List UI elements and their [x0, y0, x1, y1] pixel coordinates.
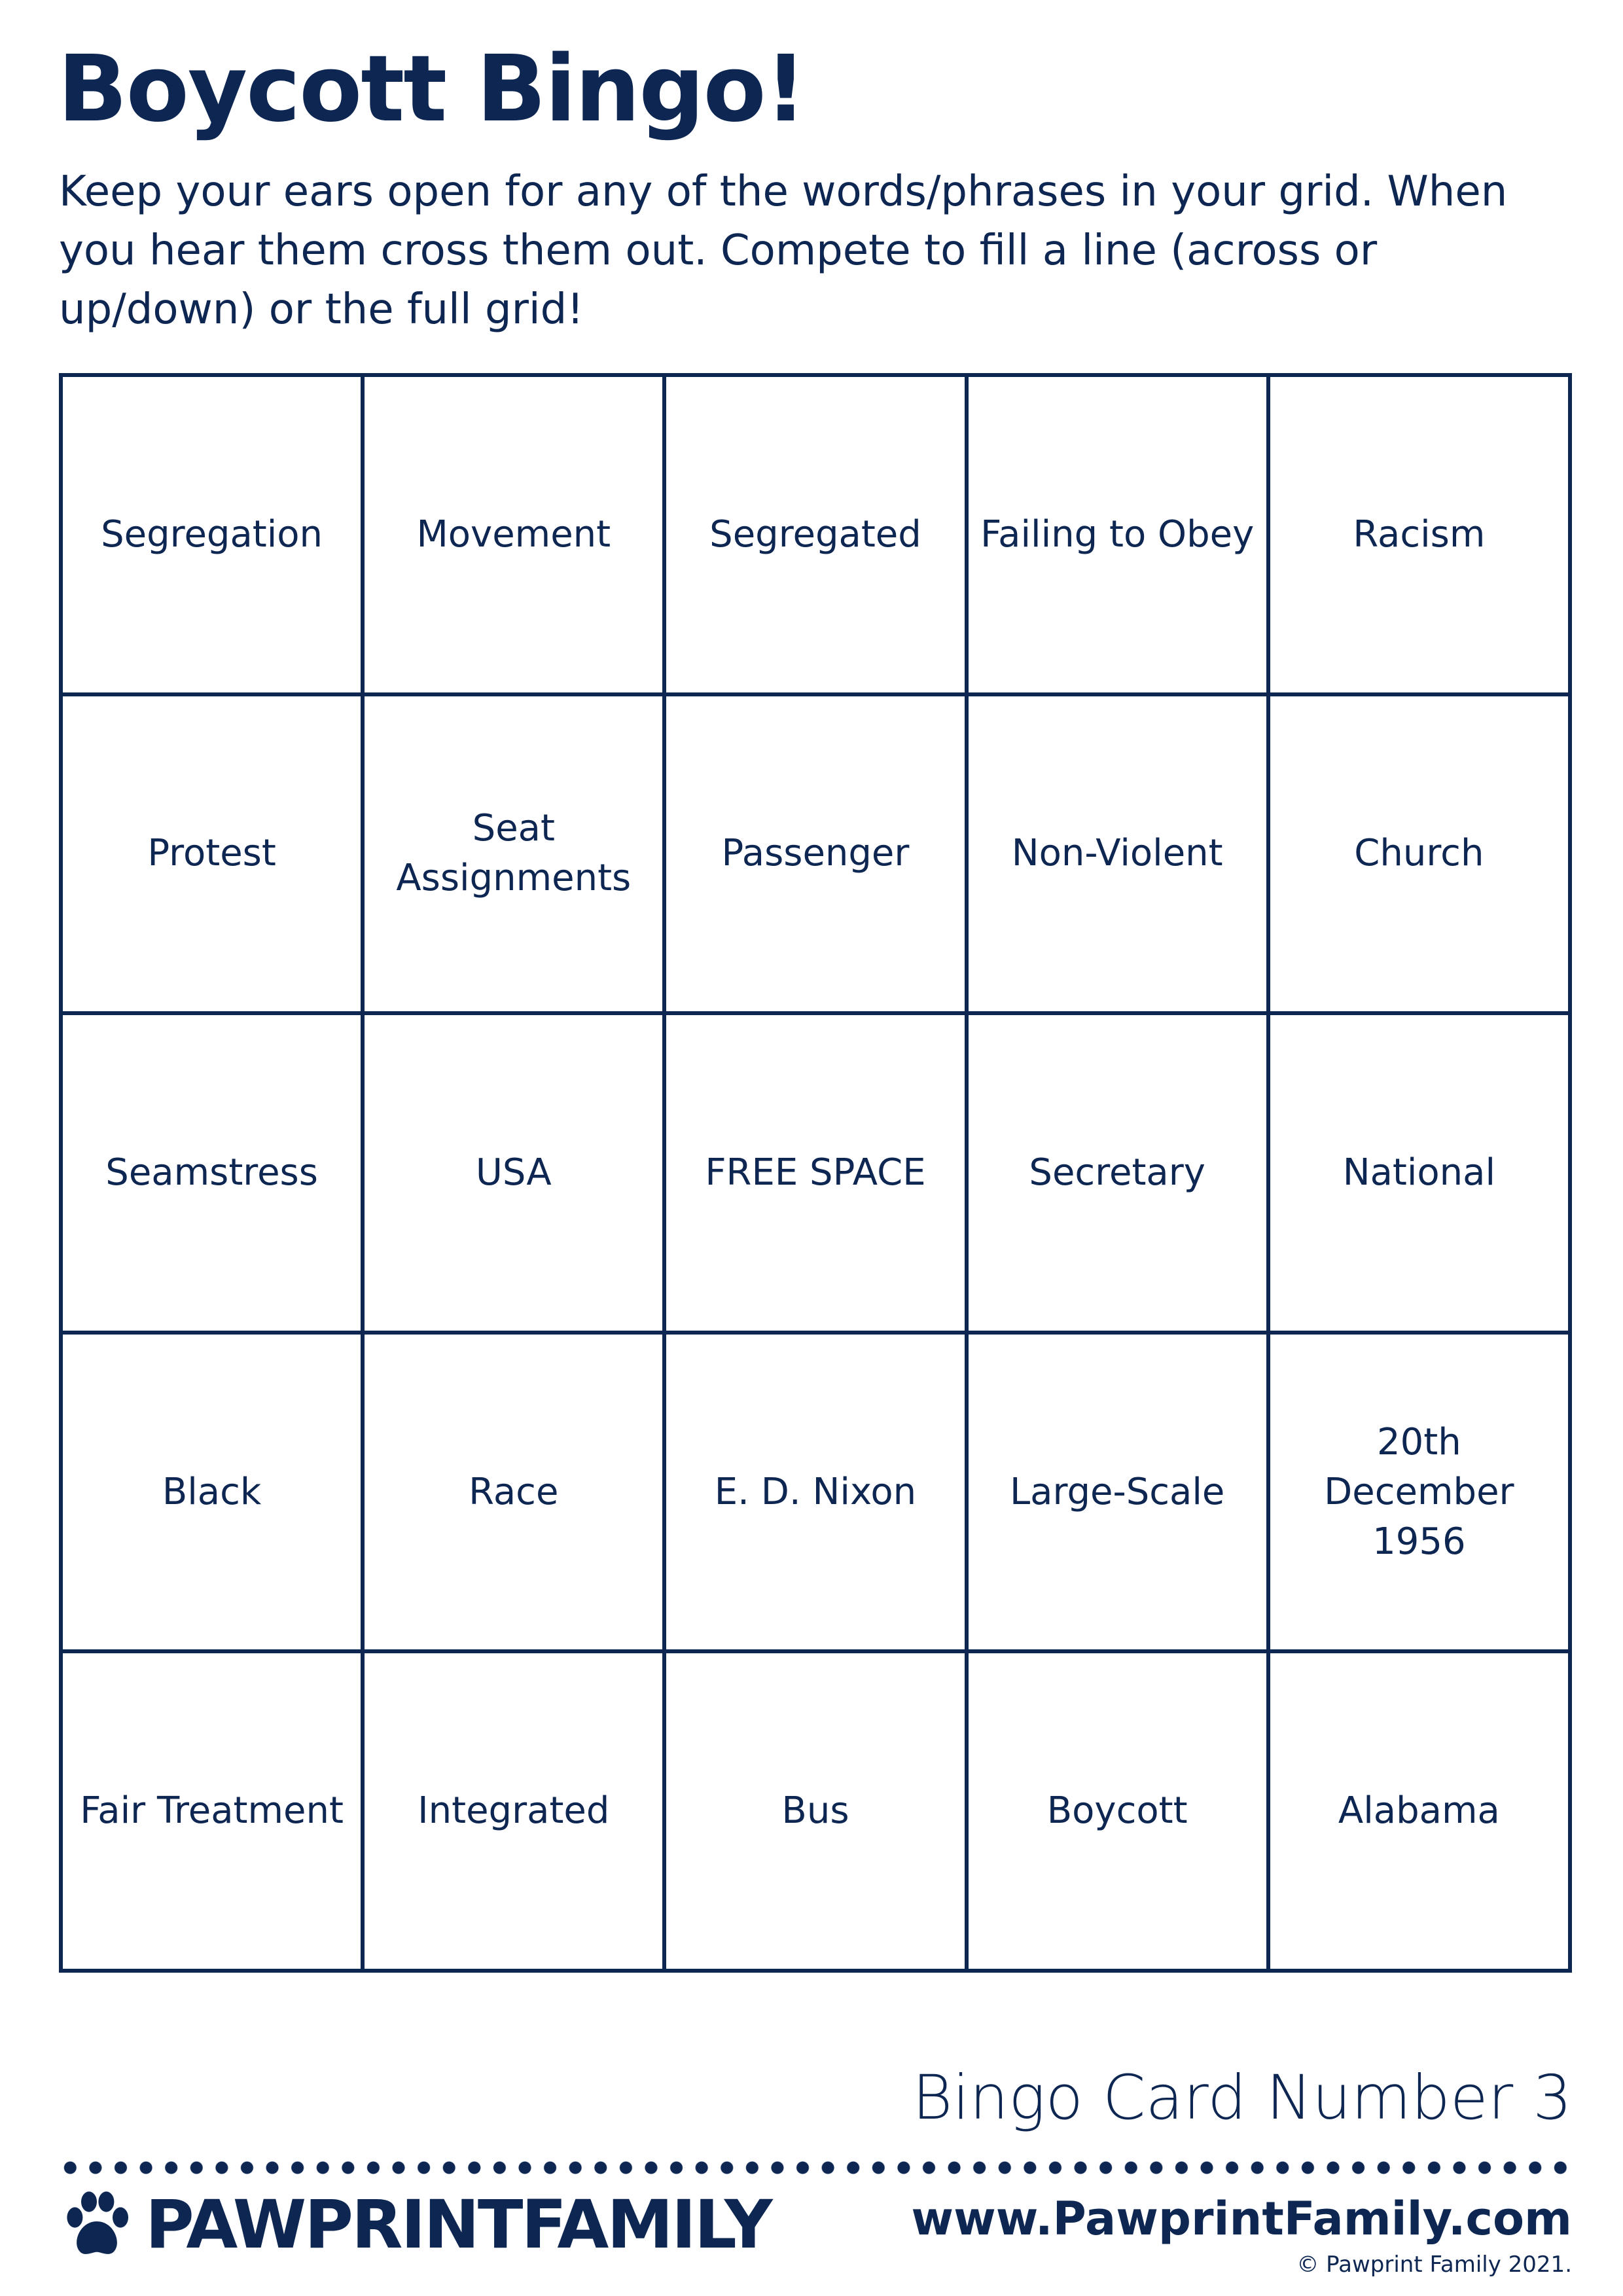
bingo-cell: 20th December 1956: [1268, 1333, 1570, 1652]
brand-logo: [58, 2186, 771, 2265]
card-number-label: Bingo Card Number 3: [912, 2062, 1572, 2134]
bingo-cell: Church: [1268, 694, 1570, 1014]
bingo-cell: Seat Assignments: [363, 694, 664, 1014]
bingo-cell: Non-Violent: [967, 694, 1268, 1014]
instructions-text: Keep your ears open for any of the words/phrases in your grid. When you hear them cross them out. Compete to fill a line (across or up/down) or the full grid!: [59, 168, 1508, 334]
bingo-cell: Boycott: [967, 1651, 1268, 1971]
bingo-cell: Failing to Obey: [967, 375, 1268, 694]
bingo-cell: National: [1268, 1013, 1570, 1333]
free-space-cell: FREE SPACE: [664, 1013, 966, 1333]
bingo-cell: E. D. Nixon: [664, 1333, 966, 1652]
bingo-row: [61, 1651, 1570, 1971]
bingo-cell: USA: [363, 1013, 664, 1333]
bingo-cell: Race: [363, 1333, 664, 1652]
bingo-cell: Secretary: [967, 1013, 1268, 1333]
website-link[interactable]: www.PawprintFamily.com: [911, 2192, 1572, 2246]
bingo-cell: Fair Treatment: [61, 1651, 363, 1971]
bingo-row: [61, 375, 1570, 694]
bingo-cell: Bus: [664, 1651, 966, 1971]
bingo-cell: Movement: [363, 375, 664, 694]
bingo-cell: Black: [61, 1333, 363, 1652]
bingo-row: [61, 1013, 1570, 1333]
dotted-divider: [58, 2160, 1573, 2176]
bingo-cell: Segregation: [61, 375, 363, 694]
paw-print-icon: [58, 2186, 136, 2265]
bingo-cell: Protest: [61, 694, 363, 1014]
bingo-cell: Racism: [1268, 375, 1570, 694]
bingo-cell: Passenger: [664, 694, 966, 1014]
bingo-row: [61, 1333, 1570, 1652]
bingo-cell: Seamstress: [61, 1013, 363, 1333]
bingo-cell: Segregated: [664, 375, 966, 694]
bingo-cell: Integrated: [363, 1651, 664, 1971]
copyright-text: © Pawprint Family 2021.: [1296, 2251, 1572, 2278]
bingo-cell: Large-Scale: [967, 1333, 1268, 1652]
brand-name: PAWPRINTFAMILY: [145, 2186, 771, 2264]
bingo-grid: [59, 373, 1572, 1973]
bingo-cell: Alabama: [1268, 1651, 1570, 1971]
bingo-row: [61, 694, 1570, 1014]
page-title: Boycott Bingo!: [58, 36, 806, 143]
